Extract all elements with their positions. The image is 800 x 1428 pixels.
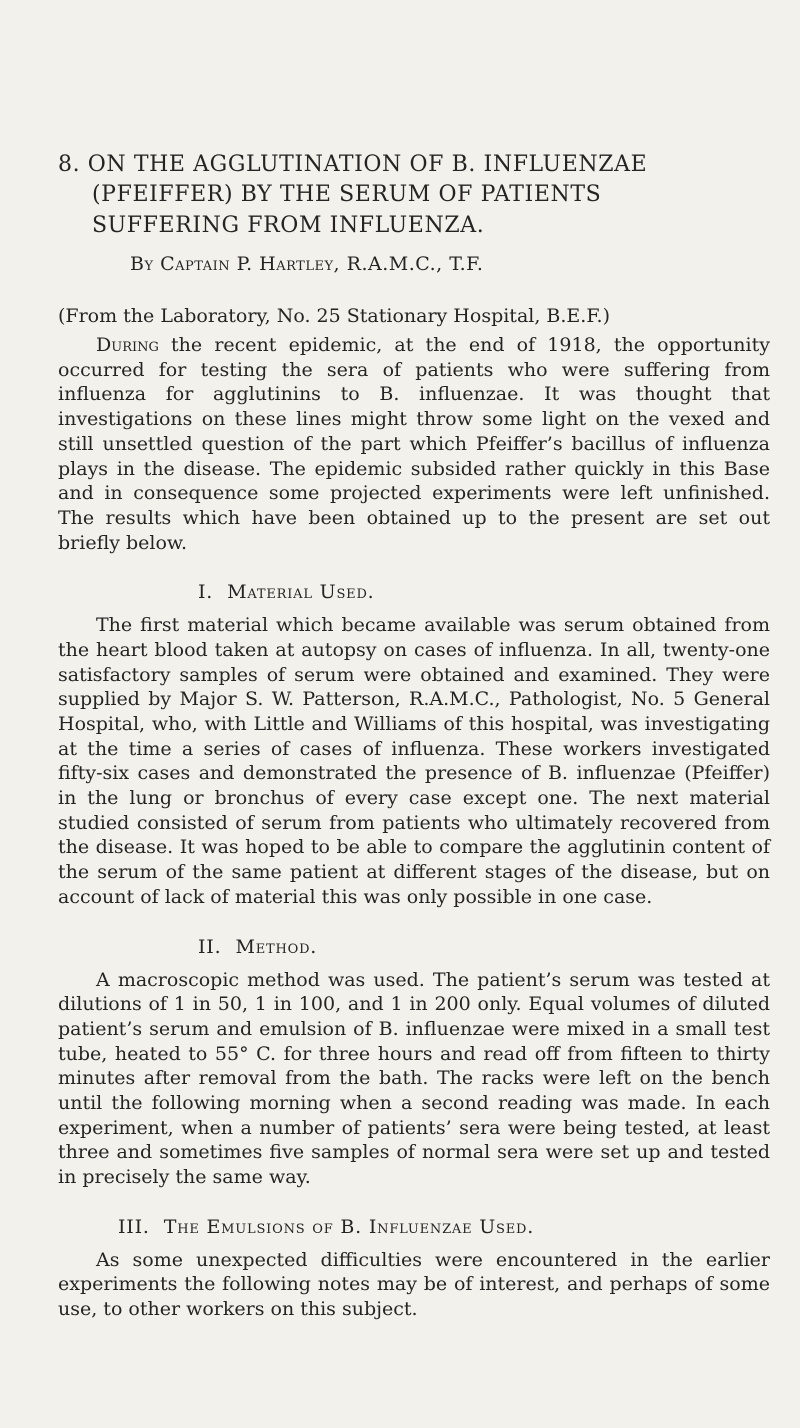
intro-lead-word: During [96, 334, 159, 357]
section-body-emulsions: As some unexpected difficulties were encountered in the earlier experiments the following notes may be of interest, and perhaps of some use, to other workers on this subject. [58, 1248, 770, 1321]
section-body-method: A macroscopic method was used. The patient’s serum was tested at dilutions of 1 in 50, 1 in 100, and 1 in 200 only. Equal volumes of diluted patient’s serum and emulsion of B. influenzae were mixed in a small test tube, heated to 55° C. for three hours and read off from fifteen to thirty minutes after removal from the bath. The racks were left on the bench until the following morning when a second reading was made. In each experiment, when a number of patients’ sera were being tested, at least three and sometimes five samples of normal sera were set up and tested in precisely the same way. [58, 968, 770, 1189]
section-title: The Emulsions of B. Influenzae Used. [163, 1215, 535, 1238]
section-heading-emulsions [58, 1216, 770, 1238]
author-byline: By Captain P. Hartley, R.A.M.C., T.F. [130, 253, 484, 276]
section-heading-material [58, 581, 770, 603]
title-line-2: (PFEIFFER) BY THE SERUM OF PATIENTS [92, 182, 602, 208]
intro-text: the recent epidemic, at the end of 1918, the opportunity occurred for testing the sera of patients who were suffering from influenza for agglutinins to B. influenzae. It was thought that investigations on these lines might throw some light on the vexed and still unsettled question of the part which Pfeiffer’s bacillus of influenza plays in the disease. The epidemic subsided rather quickly in this Base and in consequence some projected experiments were left unfinished. The results which have been obtained up to the present are set out briefly below. [58, 334, 770, 554]
section-title: Material Used. [227, 581, 375, 604]
title-line-1: 8. ON THE AGGLUTINATION OF B. INFLUENZAE [58, 152, 648, 177]
section-number: I. [198, 581, 214, 604]
intro-paragraph [58, 333, 770, 555]
title-line-3: SUFFERING FROM INFLUENZA. [92, 212, 485, 238]
article-title [58, 150, 770, 241]
section-number: III. [118, 1215, 150, 1238]
section-body-material: The first material which became available was serum obtained from the heart blood taken at autopsy on cases of influenza. In all, twenty-one satisfactory samples of serum were obtained and examined. They were supplied by Major S. W. Patterson, R.A.M.C., Pathologist, No. 5 General Hospital, who, with Little and Williams of this hospital, was investigating at the time a series of cases of influenza. These workers investigated fifty-six cases and demonstrated the presence of B. influenzae (Pfeiffer) in the lung or bronchus of every case except one. The next material studied consisted of serum from patients who ultimately recovered from the disease. It was hoped to be able to compare the agglutinin content of the serum of the same patient at different stages of the disease, but on account of lack of material this was only possible in one case. [58, 614, 770, 908]
section-number: II. [198, 935, 222, 958]
section-title: Method. [235, 935, 318, 958]
affiliation: (From the Laboratory, No. 25 Stationary Hospital, B.E.F.) [58, 305, 611, 328]
section-heading-method [58, 936, 770, 958]
